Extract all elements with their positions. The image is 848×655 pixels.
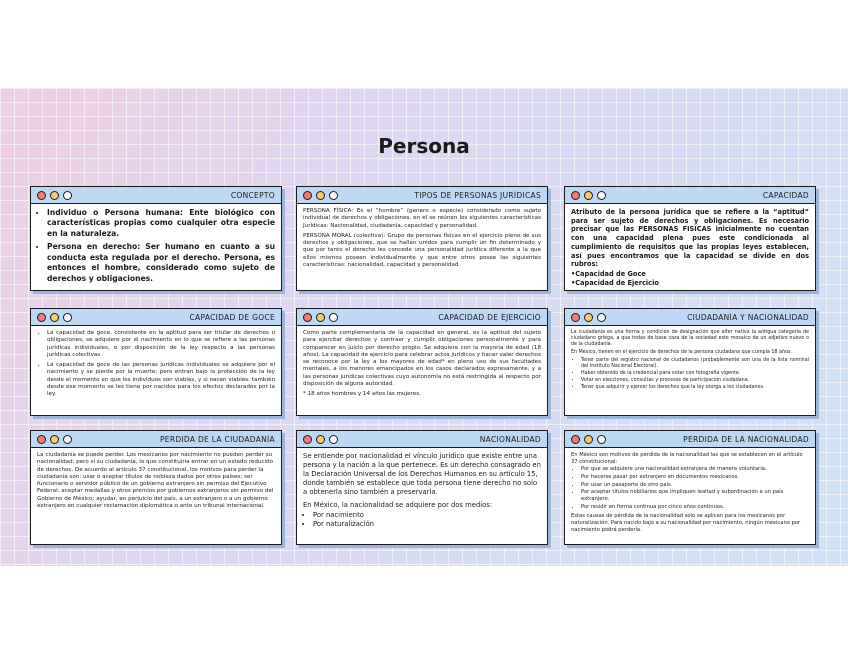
paragraph: Estas causas de pérdida de la nacionalidad solo se aplican para los mexicanos por naturalización. Para nacido bajo a su nacionalidad por nacimiento, ningún mexicano por nacimiento podrá perderla. <box>571 513 801 533</box>
card-ejercicio <box>296 308 548 416</box>
paragraph: La ciudadanía se puede perder. Los mexicanos por nacimiento no pueden perder su nacionalidad, pero sí su ciudadanía, lo que constituiría entrar en un estado reducido de derechos. De acuerdo al artículo 37 constitucional, los motivos para perder la ciudadanía son: usar o aceptar títulos de nobleza dados por otros países; ser funcionario o servidor público de un gobierno extranjero sin permiso del Ejecutivo Federal; aceptar medallas y otros premios por gobiernos extranjeros sin permiso del Gobierno de México; ayudar, en perjuicio del país, a un extranjero o a un gobierno extranjero en cualquier reclamación diplomática o ante un tribunal internacional. <box>37 452 274 509</box>
red-dot-icon <box>37 313 46 322</box>
yellow-dot-icon <box>50 313 59 322</box>
slide <box>0 88 848 566</box>
red-dot-icon <box>571 313 580 322</box>
list-item: • Por residir en forma continua por cinco años continuos. <box>581 504 809 511</box>
yellow-dot-icon <box>316 435 325 444</box>
card-body <box>565 204 815 294</box>
white-dot-icon <box>597 313 606 322</box>
list-item: • Persona en derecho: Ser humano en cuanto a su conducta esta regulada por el derecho. Persona, es entonces el hombre, considerado como sujeto de derechos y obligaciones. <box>47 242 275 284</box>
paragraph: PERSONA FÍSICA: Es el “hombre” (genero o especie) considerado como sujeto individual de derechos y obligaciones, en el se reúnen los siguientes características Jurídicas: Nacionalidad, ciudadanía, capacidad y personalidad. <box>303 208 541 229</box>
card-title: CONCEPTO <box>230 190 275 200</box>
white-dot-icon <box>63 435 72 444</box>
list-item: • Individuo o Persona humana: Ente biológico con características propias como cualquier otra especie en la naturaleza. <box>47 208 275 239</box>
card-concepto <box>30 186 282 291</box>
card-body <box>31 326 281 405</box>
card-bar <box>297 309 547 326</box>
red-dot-icon <box>303 435 312 444</box>
red-dot-icon <box>303 313 312 322</box>
card-body <box>297 448 547 536</box>
footnote: * 18 años hombres y 14 años las mujeres. <box>303 391 421 398</box>
list-item: • Por hacerse pasar por extranjero en documentos mexicanos. <box>581 474 809 481</box>
card-bar <box>297 431 547 448</box>
card-title: PERDIDA DE LA CIUDADANÍA <box>159 434 275 444</box>
capacidad-ejercicio-line: •Capacidad de Ejercicio <box>571 278 659 287</box>
card-title: TIPOS DE PERSONAS JURÍDICAS <box>414 190 541 200</box>
list-item: • Haber obtenido de la credencial para votar con fotografía vigente. <box>581 371 809 377</box>
white-dot-icon <box>329 435 338 444</box>
white-dot-icon <box>597 435 606 444</box>
card-ciudadania <box>564 308 816 416</box>
card-title: NACIONALIDAD <box>479 434 541 444</box>
red-dot-icon <box>37 191 46 200</box>
list-item: • Por naturalización <box>313 520 541 529</box>
white-dot-icon <box>329 191 338 200</box>
yellow-dot-icon <box>316 313 325 322</box>
card-body <box>31 204 281 291</box>
paragraph: Se entiende por nacionalidad el vínculo jurídico que existe entre una persona y la nación a la que pertenece. Es un derecho consagrado en la Declaración Universal de los Derechos Humanos en su artículo 15, donde también se establece que toda persona tiene derecho no solo a obtenerla sino también a preservarla. <box>303 452 541 496</box>
paragraph: Atributo de la persona jurídica que se refiere a la “aptitud” para ser sujeto de derechos y obligaciones. Es necesario precisar que las PERSONAS FISICAS inicialmente no cuentan con una capacidad plena pues este condicionada al cumplimiento de requisitos que las propias leyes establecen, así pues encontramos que la capacidad se divide en dos rubros: <box>571 208 809 269</box>
card-body <box>297 204 547 276</box>
card-nacionalidad <box>296 430 548 545</box>
red-dot-icon <box>571 435 580 444</box>
yellow-dot-icon <box>50 435 59 444</box>
card-perdida-ciudadania <box>30 430 282 545</box>
list-item: • La capacidad de goce de las personas jurídicas individuales se adquiere por el nacimiento y se pierde por la muerte; pero entran bajo la protección de la ley desde el momento en que los individuos son viables, y si nacen viables, también desde ese momento se les tiene por nacidos para los efectos declarados por la ley. <box>47 362 275 398</box>
yellow-dot-icon <box>584 313 593 322</box>
card-bar <box>565 309 815 326</box>
yellow-dot-icon <box>584 191 593 200</box>
list-item: • Por que se adquiere una nacionalidad extranjera de manera voluntaria. <box>581 466 809 473</box>
card-bar <box>31 431 281 448</box>
card-title: CAPACIDAD DE EJERCICIO <box>438 312 541 322</box>
white-dot-icon <box>597 191 606 200</box>
list-item: • Tener parte del registro nacional de ciudadanos (probablemente son una de la lista nominal del Instituto Nacional Electoral). <box>581 358 809 370</box>
yellow-dot-icon <box>50 191 59 200</box>
card-body <box>565 326 815 398</box>
list-item: • Tener que adquirir y ejercer los derechos que la ley otorga a los ciudadanos. <box>581 385 809 391</box>
card-tipos <box>296 186 548 291</box>
card-title: CAPACIDAD <box>762 190 809 200</box>
card-bar <box>297 187 547 204</box>
paragraph: La ciudadanía es una forma y condición de designación que alter nativa la antigua categoría de ciudadano griega, a que todas de base caza de la sociedad este mosaico de un adjetivo nuevo o de la ciudadanía. <box>571 330 809 347</box>
card-bar <box>31 187 281 204</box>
list-item: • Votar en elecciones, consultas y procesos de participación ciudadana. <box>581 378 809 384</box>
list-item: • Por usar un pasaporte de otro país. <box>581 482 809 489</box>
page-title: Persona <box>378 134 470 158</box>
capacidad-goce-line: •Capacidad de Goce <box>571 269 646 278</box>
card-title: CIUDADANÍA Y NACIONALIDAD <box>687 312 809 322</box>
yellow-dot-icon <box>584 435 593 444</box>
red-dot-icon <box>303 191 312 200</box>
yellow-dot-icon <box>316 191 325 200</box>
card-capacidad <box>564 186 816 291</box>
red-dot-icon <box>571 191 580 200</box>
card-perdida-nacionalidad <box>564 430 816 545</box>
card-bar <box>31 309 281 326</box>
paragraph: Como parte complementaria de la capacidad en general, es la aptitud del sujeto para ejercitar derechos y contraer y cumplir obligaciones personalmente y para comparecer en juicio por derecho propio. Se adquiere con la mayoría de edad (18 años). La capacidad de ejercicio para celebrar actos jurídicos y hacer valer derechos se reconoce por la ley a los mayores de edad* en pleno uso de sus facultades mentales, a los menores emancipados en los casos declarados expresamente, y a las personas jurídicas colectivas cuyo autonomía no está restringida al respecto por disposición de alguna autoridad. <box>303 330 541 387</box>
white-dot-icon <box>63 191 72 200</box>
card-title: PERDIDA DE LA NACIONALIDAD <box>683 434 809 444</box>
card-bar <box>565 187 815 204</box>
card-title: CAPACIDAD DE GOCE <box>189 312 275 322</box>
white-dot-icon <box>63 313 72 322</box>
paragraph: PERSONA MORAL (colectiva): Grupo de personas físicas en el ejercicio pleno de sus derechos y obligaciones, que se hallan unidos para cumplir un fin determinado y que por tanto el derecho les concede una personalidad jurídica diferente a la que ellos mismos poseen individualmente y que entre otros posee las siguientes características: nacionalidad, capacidad y personalidad <box>303 232 541 268</box>
card-bar <box>565 431 815 448</box>
red-dot-icon <box>37 435 46 444</box>
card-goce <box>30 308 282 416</box>
paragraph: En México son motivos de perdida de la nacionalidad las que se establecen en el artículo 37 constitucional: <box>571 452 803 465</box>
list-item: • Por nacimiento <box>313 511 541 520</box>
paragraph: En México, la nacionalidad se adquiere por dos medios: <box>303 500 493 509</box>
card-body <box>297 326 547 405</box>
card-body <box>565 448 815 540</box>
white-dot-icon <box>329 313 338 322</box>
card-body <box>31 448 281 517</box>
list-item: • Por aceptar títulos nobiliarios que impliquen lealtad y subordinación a un país extranjero. <box>581 489 809 502</box>
list-item: • La capacidad de goce, consistente en la aptitud para ser titular de derechos u obligaciones, se adquiere por el nacimiento en lo que se refiere a las personas jurídicas individuales, o por disposición de la ley respecto a las personas jurídicas colectivas <box>47 330 275 359</box>
paragraph: En México, tienen en el ejercicio de derechos de la persona ciudadana que cumpla 18 años. <box>571 349 792 355</box>
